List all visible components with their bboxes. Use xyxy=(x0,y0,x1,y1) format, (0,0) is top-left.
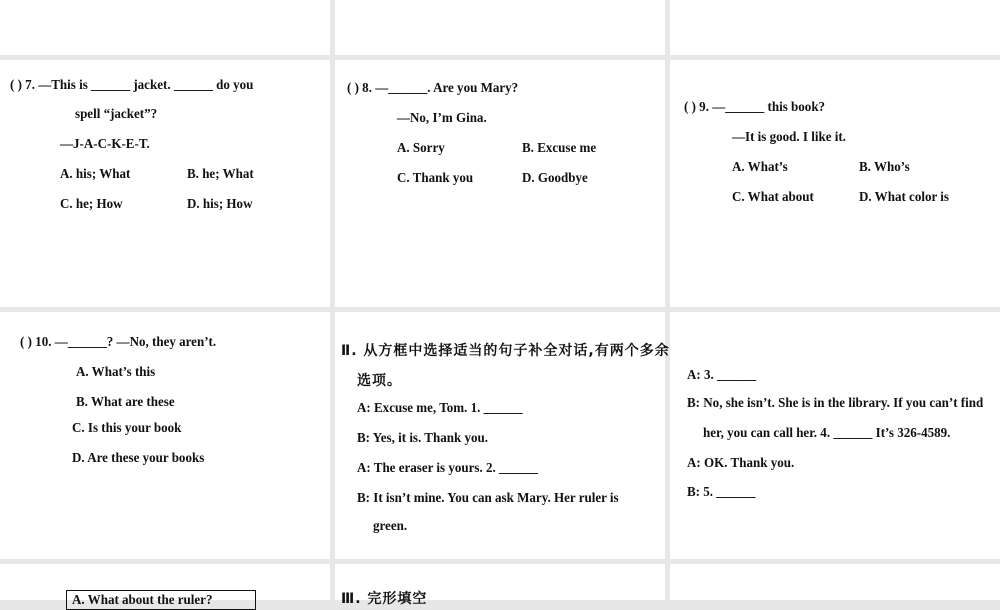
q7-answer: —J-A-C-K-E-T. xyxy=(60,137,150,152)
q9-reply: —It is good. I like it. xyxy=(732,130,846,145)
q9-option-d: D. What color is xyxy=(859,190,949,205)
q9-option-c: C. What about xyxy=(732,190,814,205)
cell-section-2-continued xyxy=(670,312,1000,559)
q10-option-b: B. What are these xyxy=(76,395,175,410)
section2-line3: A: The eraser is yours. 2. ______ xyxy=(357,461,539,476)
q10-stem: ( ) 10. —______? —No, they aren’t. xyxy=(20,335,217,350)
cell-top-right xyxy=(670,0,1000,55)
q10-option-c: C. Is this your book xyxy=(72,421,182,436)
section2-line4: B: It isn’t mine. You can ask Mary. Her ruler is xyxy=(357,491,619,506)
options-box-first-line: A. What about the ruler? xyxy=(72,593,213,608)
section2b-line5: B: 5. ______ xyxy=(687,485,756,500)
section2b-line2: B: No, she isn’t. She is in the library. If you can’t find xyxy=(687,396,984,411)
q8-reply: —No, I’m Gina. xyxy=(397,111,487,126)
cell-question-10 xyxy=(0,312,330,559)
q7-option-a: A. his; What xyxy=(60,167,131,182)
q8-option-a: A. Sorry xyxy=(397,141,445,156)
cell-top-left xyxy=(0,0,330,55)
section2b-line4: A: OK. Thank you. xyxy=(687,456,795,471)
section2-line5: green. xyxy=(373,519,408,534)
q7-option-c: C. he; How xyxy=(60,197,123,212)
q9-option-a: A. What’s xyxy=(732,160,788,175)
q10-option-a: A. What’s this xyxy=(76,365,156,380)
q8-option-d: D. Goodbye xyxy=(522,171,588,186)
cell-question-7 xyxy=(0,60,330,307)
q7-option-d: D. his; How xyxy=(187,197,253,212)
section2b-line1: A: 3. ______ xyxy=(687,368,757,383)
cell-section-2 xyxy=(335,312,670,559)
section2-title-line1: Ⅱ. 从方框中选择适当的句子补全对话,有两个多余 xyxy=(341,343,670,359)
section2-line2: B: Yes, it is. Thank you. xyxy=(357,431,488,446)
q8-option-c: C. Thank you xyxy=(397,171,474,186)
section2-line1: A: Excuse me, Tom. 1. ______ xyxy=(357,401,523,416)
q9-option-b: B. Who’s xyxy=(859,160,910,175)
q9-stem: ( ) 9. —______ this book? xyxy=(684,100,826,115)
q10-option-d: D. Are these your books xyxy=(72,451,205,466)
q7-option-b: B. he; What xyxy=(187,167,254,182)
q7-stem-line2: spell “jacket”? xyxy=(75,107,158,122)
section2-title-line2: 选项。 xyxy=(357,373,402,389)
cell-bottom-left xyxy=(0,564,330,608)
section3-title: Ⅲ. 完形填空 xyxy=(341,591,428,607)
cell-question-8 xyxy=(335,60,665,307)
q8-stem: ( ) 8. —______. Are you Mary? xyxy=(347,81,519,96)
q7-stem-line1: ( ) 7. —This is ______ jacket. ______ do you xyxy=(10,78,254,93)
cell-top-middle xyxy=(335,0,665,55)
cell-question-9 xyxy=(670,60,1000,307)
cell-bottom-right xyxy=(670,564,1000,600)
cell-bottom-middle xyxy=(335,564,665,607)
q8-option-b: B. Excuse me xyxy=(522,141,597,156)
section2b-line3: her, you can call her. 4. ______ It’s 326-4589. xyxy=(703,426,951,441)
